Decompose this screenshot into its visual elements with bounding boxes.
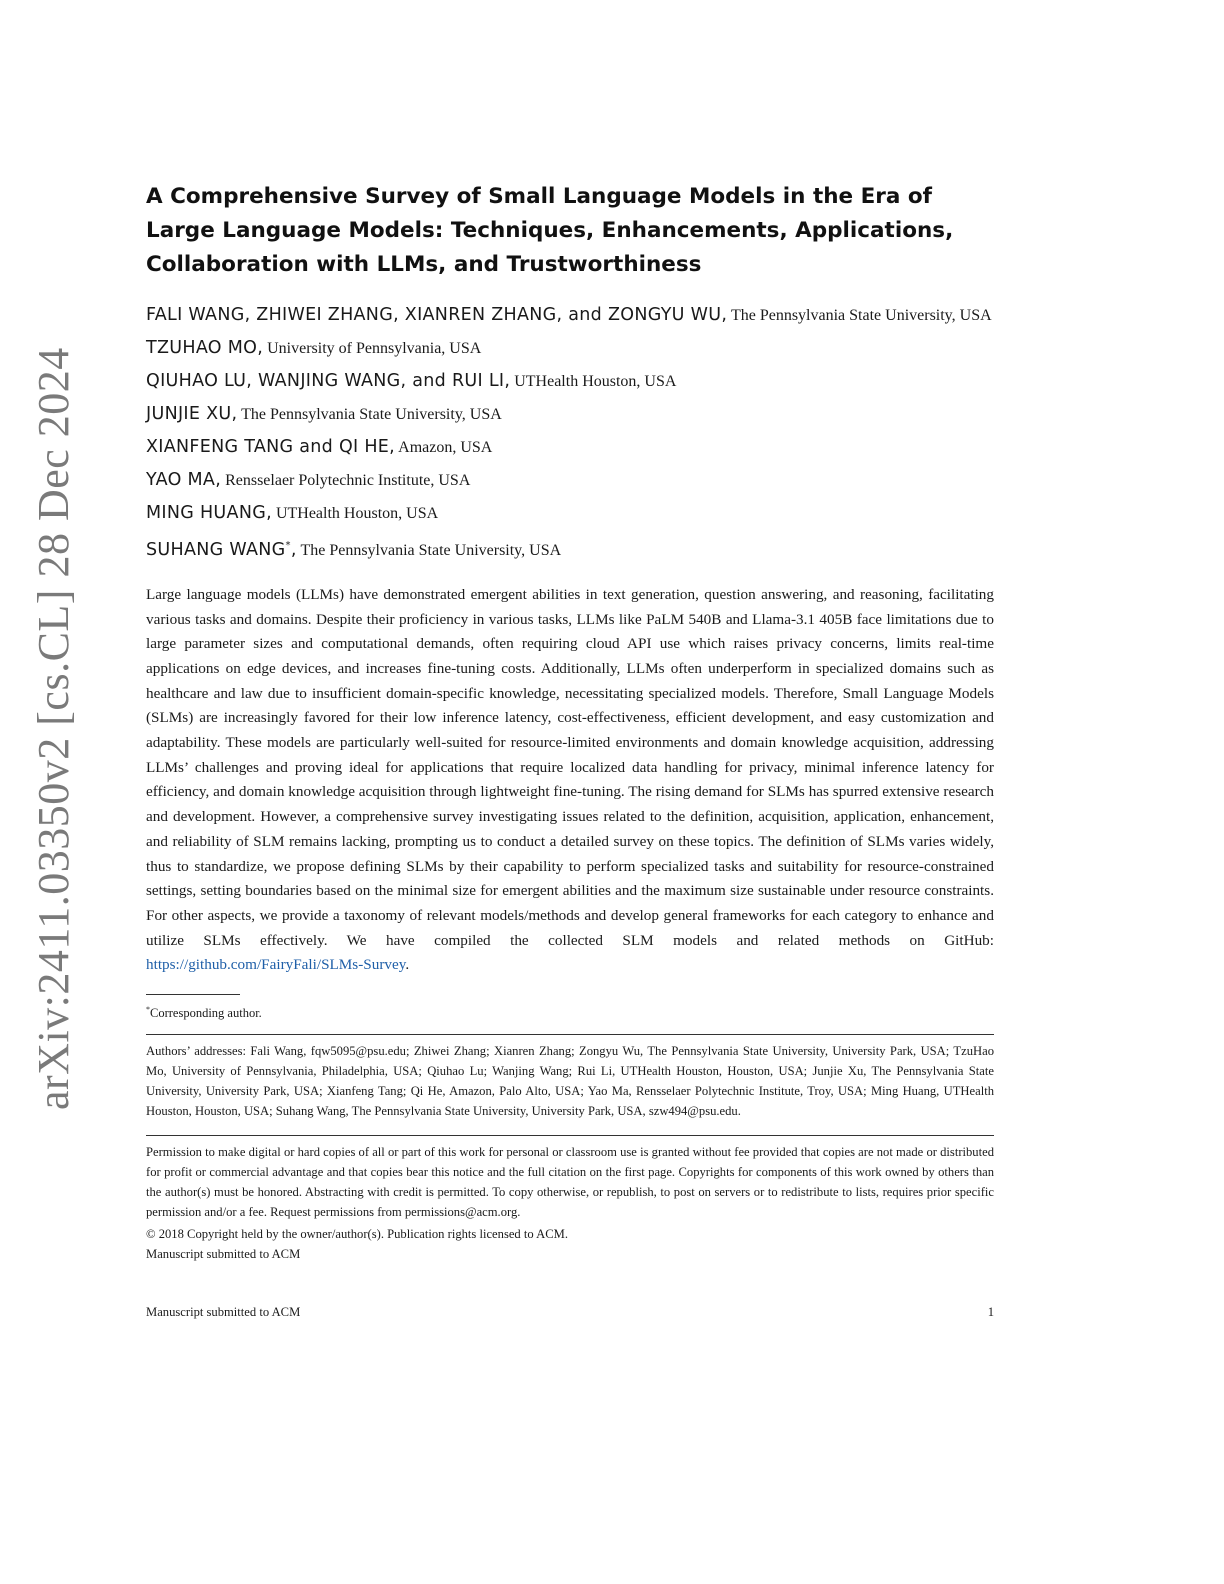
page-number: 1	[987, 1305, 994, 1319]
author-affiliation: The Pennsylvania State University, USA	[237, 406, 502, 423]
author-names: YAO MA,	[146, 470, 222, 490]
author-names	[146, 540, 297, 560]
permission-notice: Permission to make digital or hard copies of all or part of this work for personal or classroom use is granted without fee provided that copies are not made or distributed for profit or commercial advantage and that copies bear this notice and the full citation on the first page. Copyrights for components of this work owned by others than the author(s) must be honored. Abstracting with credit is permitted. To copy otherwise, or republish, to post on servers or to redistribute to lists, requires prior specific permission and/or a fee. Request permissions from permissions@acm.org.	[146, 1145, 994, 1220]
author-line	[146, 464, 994, 497]
author-names: FALI WANG, ZHIWEI ZHANG, XIANREN ZHANG, and ZONGYU WU,	[146, 305, 728, 325]
author-affiliation: The Pennsylvania State University, USA	[727, 307, 992, 324]
corresponding-author-name: SUHANG WANG	[146, 539, 286, 560]
author-line	[146, 299, 994, 332]
abstract	[146, 583, 994, 978]
author-line	[146, 332, 994, 365]
corresponding-author-footnote	[146, 1001, 994, 1022]
author-line	[146, 530, 994, 567]
copyright-notice: © 2018 Copyright held by the owner/author(s). Publication rights licensed to ACM.	[146, 1227, 568, 1242]
author-affiliation: Amazon, USA	[395, 439, 493, 456]
author-names: MING HUANG,	[146, 503, 272, 523]
author-names: XIANFENG TANG and QI HE,	[146, 437, 396, 457]
author-names: JUNJIE XU,	[146, 404, 238, 424]
addresses-divider	[146, 1034, 994, 1035]
github-link[interactable]: https://github.com/FairyFali/SLMs-Survey	[146, 956, 406, 974]
author-affiliation: University of Pennsylvania, USA	[263, 340, 482, 357]
abstract-text: Large language models (LLMs) have demonstrated emergent abilities in text generation, question answering, and reasoning, facilitating various tasks and domains. Despite their proficiency in various tasks, LLMs like PaLM 540B and Llama-3.1 405B face limitations due to large parameter sizes and computational demands, often requiring cloud API use which raises privacy concerns, limits real-time applications on edge devices, and increases fine-tuning costs. Additionally, LLMs often underperform in specialized domains such as healthcare and law due to insufficient domain-specific knowledge, necessitating specialized models. Therefore, Small Language Models (SLMs) are increasingly favored for their low inference latency, cost-effectiveness, efficient development, and easy customization and adaptability. These models are particularly well-suited for resource-limited environments and domain knowledge acquisition, addressing LLMs’ challenges and proving ideal for applications that require localized data handling for privacy, minimal inference latency for efficiency, and domain knowledge acquisition through lightweight fine-tuning. The rising demand for SLMs has spurred extensive research and development. However, a comprehensive survey investigating issues related to the definition, acquisition, application, enhancement, and reliability of SLM remains lacking, prompting us to conduct a detailed survey on these topics. The definition of SLMs varies widely, thus to standardize, we propose defining SLMs by their capability to perform specialized tasks and suitability for resource-constrained settings, setting boundaries based on the minimal size for emergent abilities and the maximum size sustainable under resource constraints. For other aspects, we provide a taxonomy of relevant models/methods and develop general frameworks for each category to enhance and utilize SLMs effectively. We have compiled the collected SLM models and related methods on GitHub:	[146, 585, 994, 949]
abstract-end: .	[405, 956, 410, 974]
permission-divider	[146, 1135, 994, 1136]
author-line	[146, 497, 994, 530]
author-affiliation: Rensselaer Polytechnic Institute, USA	[221, 472, 471, 489]
author-affiliation: UTHealth Houston, USA	[510, 373, 677, 390]
author-affiliation: UTHealth Houston, USA	[271, 505, 439, 522]
author-comma: ,	[290, 539, 297, 560]
page-footer	[146, 1302, 994, 1322]
paper-title: A Comprehensive Survey of Small Language Models in the Era of Large Language Models: Techniques, Enhancements, Applications, Collaboration with LLMs, and Trustworthiness	[146, 184, 954, 277]
submission-notice: Manuscript submitted to ACM	[146, 1247, 301, 1262]
author-line	[146, 398, 994, 431]
corresponding-author-mark: *	[285, 540, 291, 551]
paper-first-page	[146, 180, 994, 1264]
author-line	[146, 365, 994, 398]
authors-addresses: Authors’ addresses: Fali Wang, fqw5095@psu.edu; Zhiwei Zhang; Xianren Zhang; Zongyu Wu, The Pennsylvania State University, University Park, USA; TzuHao Mo, University of Pennsylvania, Philadelphia, USA; Qiuhao Lu; Wanjing Wang; Rui Li, UTHealth Houston, Houston, USA; Junjie Xu, The Pennsylvania State University, University Park, USA; Xianfeng Tang; Qi He, Amazon, Palo Alto, USA; Yao Ma, Rensselaer Polytechnic Institute, Troy, USA; Ming Huang, UTHealth Houston, Houston, USA; Suhang Wang, The Pennsylvania State University, University Park, USA, szw494@psu.edu.	[146, 1044, 994, 1119]
arxiv-identifier-stamp: arXiv:2411.03350v2 [cs.CL] 28 Dec 2024	[29, 347, 78, 1110]
author-line	[146, 431, 994, 464]
footnote-divider	[146, 994, 240, 995]
footnote-text: Corresponding author.	[150, 1006, 262, 1021]
footnote-mark: *	[146, 1005, 150, 1015]
author-list	[146, 299, 994, 567]
author-names: QIUHAO LU, WANJING WANG, and RUI LI,	[146, 371, 511, 391]
footer-venue: Manuscript submitted to ACM	[146, 1305, 301, 1319]
author-names: TZUHAO MO,	[146, 338, 264, 358]
author-affiliation: The Pennsylvania State University, USA	[296, 541, 562, 559]
